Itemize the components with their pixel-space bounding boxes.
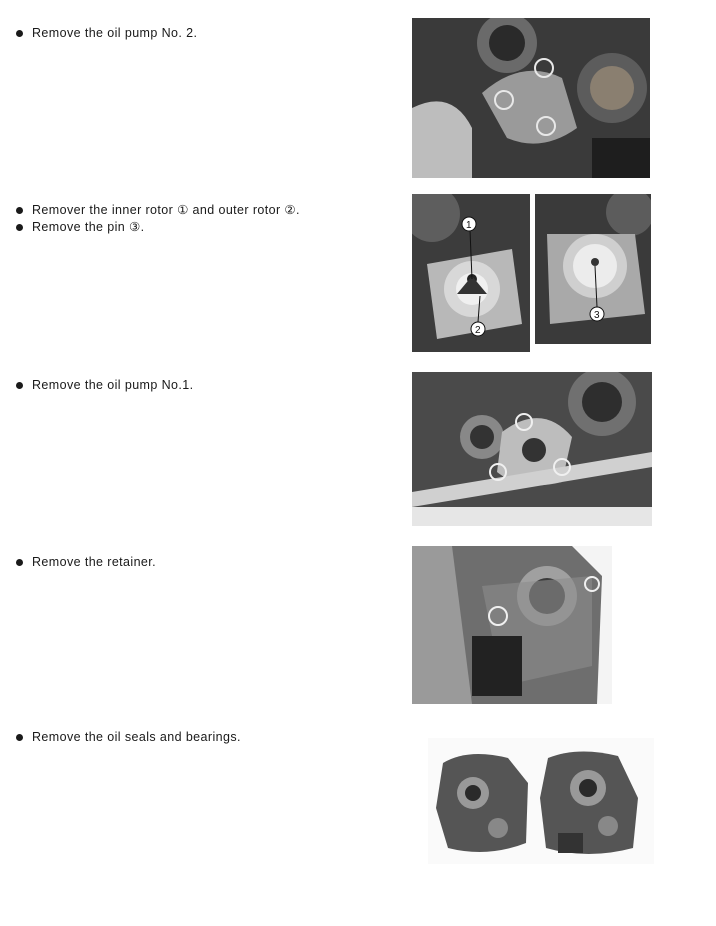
crankcase-photo	[428, 738, 654, 864]
oil-pump-2-photo	[412, 18, 650, 178]
instruction-line: Remove the retainer.	[14, 554, 394, 571]
pin-photo	[535, 194, 651, 344]
instruction-line: Remove the oil seals and bearings.	[14, 729, 394, 746]
rotor-photo	[412, 194, 530, 352]
step-remove-oil-pump-1	[14, 377, 394, 394]
instruction-line: Remove the oil pump No.1.	[14, 377, 394, 394]
oil-pump-1-photo	[412, 372, 652, 526]
step-remove-rotors-pin	[14, 202, 394, 236]
retainer-photo	[412, 546, 612, 704]
callout-3: 3	[594, 310, 600, 321]
step-remove-oil-seals-bearings	[14, 729, 394, 746]
callout-2: 2	[475, 325, 481, 336]
step-remove-oil-pump-2	[14, 25, 394, 42]
instruction-line: Remove the pin ③.	[14, 219, 394, 236]
instruction-line: Remover the inner rotor ① and outer rotor ②.	[14, 202, 394, 219]
callout-1: 1	[466, 220, 472, 231]
step-remove-retainer	[14, 554, 394, 571]
instruction-line: Remove the oil pump No. 2.	[14, 25, 394, 42]
